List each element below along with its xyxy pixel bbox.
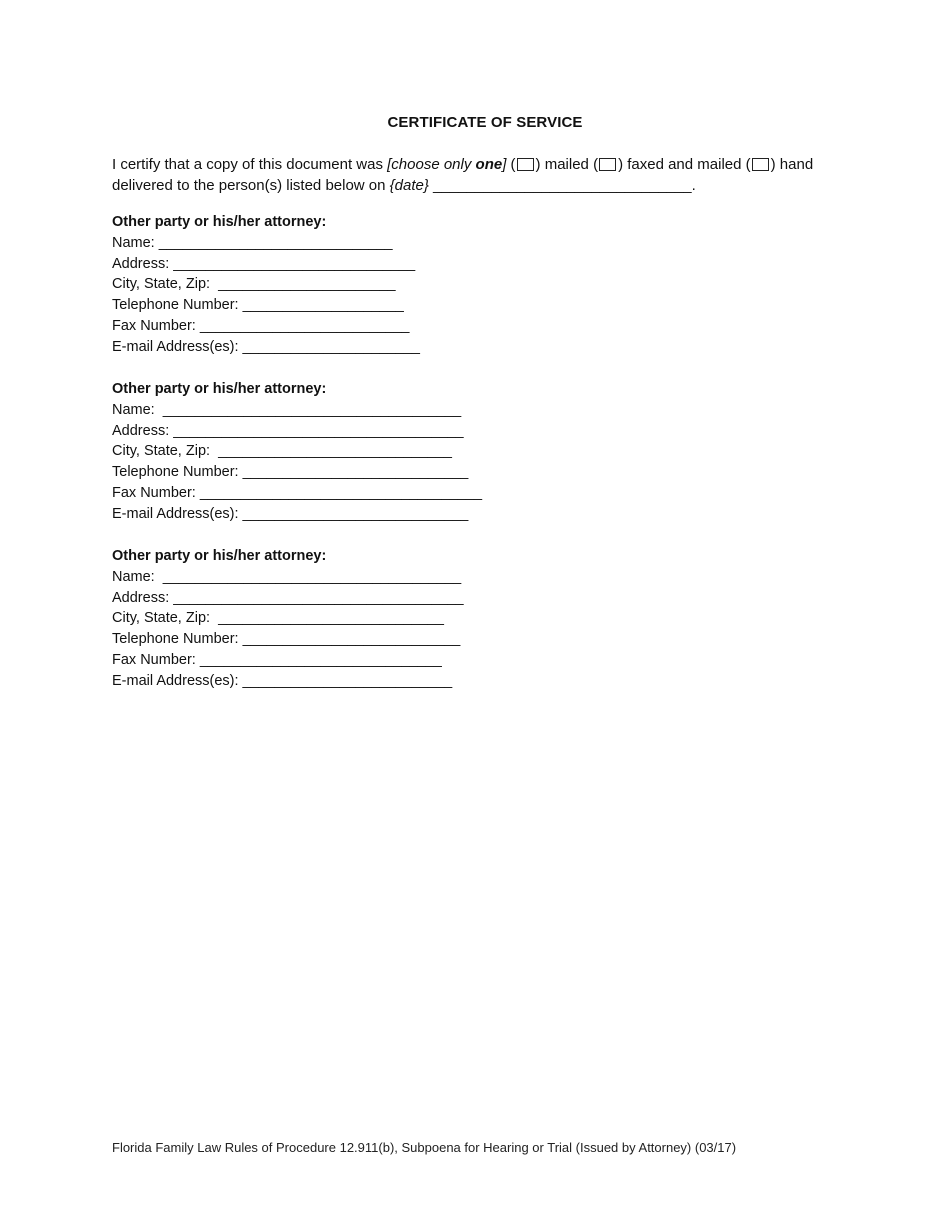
mailed-label: ) mailed ( [535,156,599,173]
certify-statement: I certify that a copy of this document was [choose only one] ( ) mailed ( ) faxed and mailed ( ) hand delivered to the person(s) listed below on {date} _______________________________. [112,156,814,194]
faxed-and-mailed-label: ) faxed and mailed ( [618,156,751,173]
city-state-zip-field[interactable]: City, State, Zip: ____________________________ [112,610,444,627]
name-field[interactable]: Name: _____________________________________ [112,401,462,418]
party-heading: Other party or his/her attorney: [112,214,327,230]
certify-text: I certify that a copy of this document was [112,156,388,173]
address-field[interactable]: Address: ______________________________ [112,255,416,272]
party-heading: Other party or his/her attorney: [112,548,327,564]
page-footer: Florida Family Law Rules of Procedure 12.911(b), Subpoena for Hearing or Trial (Issued by Attorney) (03/17) [112,1140,737,1155]
telephone-field[interactable]: Telephone Number: ____________________________ [112,464,469,481]
party-block-3 [112,546,712,692]
page-title: CERTIFICATE OF SERVICE [387,114,583,131]
party-heading: Other party or his/her attorney: [112,381,327,397]
date-field[interactable]: _______________________________. [428,177,696,194]
fax-field[interactable]: Fax Number: __________________________ [112,317,410,334]
hand-delivered-checkbox[interactable] [752,158,769,171]
email-field[interactable]: E-mail Address(es): __________________________ [112,672,453,689]
date-label: {date} [389,177,429,194]
email-field[interactable]: E-mail Address(es): ______________________ [112,338,420,355]
city-state-zip-field[interactable]: City, State, Zip: _____________________________ [112,443,452,460]
hand-delivered-label: ) hand delivered to the person(s) listed below on [112,156,814,194]
choose-instruction: [choose only one] [387,156,507,173]
party-block-2 [112,379,712,525]
name-field[interactable]: Name: _____________________________________ [112,568,462,585]
fax-field[interactable]: Fax Number: ___________________________________ [112,484,483,501]
telephone-field[interactable]: Telephone Number: ___________________________ [112,631,461,648]
party-block-1 [112,212,712,358]
mailed-checkbox[interactable] [517,158,534,171]
name-field[interactable]: Name: _____________________________ [112,234,393,251]
address-field[interactable]: Address: ____________________________________ [112,422,464,439]
fax-field[interactable]: Fax Number: ______________________________ [112,651,442,668]
city-state-zip-field[interactable]: City, State, Zip: ______________________ [112,276,396,293]
faxed-and-mailed-checkbox[interactable] [599,158,616,171]
email-field[interactable]: E-mail Address(es): ____________________________ [112,505,469,522]
address-field[interactable]: Address: ____________________________________ [112,589,464,606]
telephone-field[interactable]: Telephone Number: ____________________ [112,297,404,314]
